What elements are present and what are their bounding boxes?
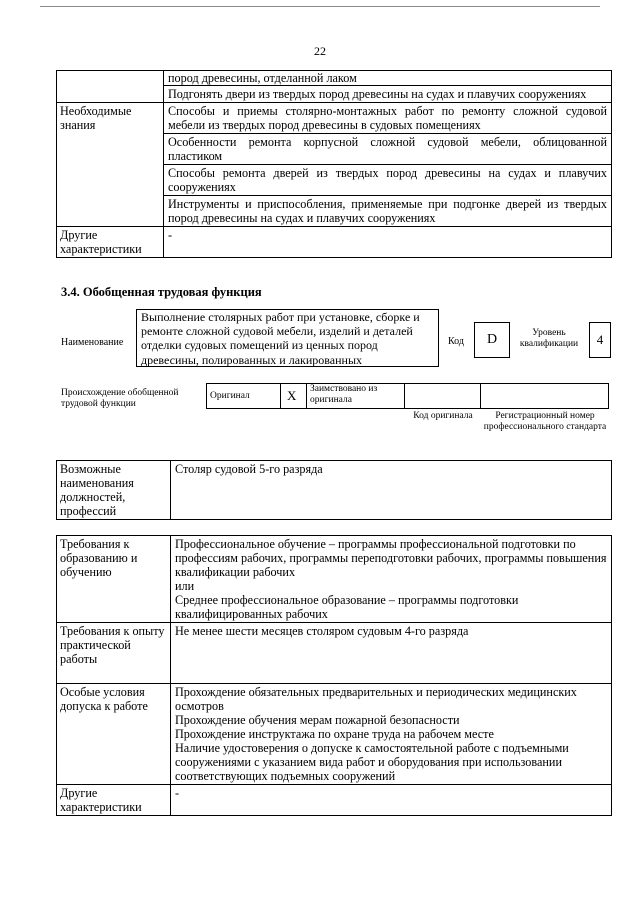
admission-label: Особые условия допуска к работе (57, 684, 171, 785)
function-name: Выполнение столярных работ при установке, сборке и ремонте сложной судовой мебели, изделий и деталей отделки судовых помещений из ценных пород древесины, полированных и лакированных (141, 310, 420, 367)
positions-value: Столяр судовой 5-го разряда (171, 461, 612, 520)
level-box (589, 322, 611, 358)
education-item: или (175, 579, 195, 593)
education-value (171, 536, 612, 623)
top-rule (40, 6, 600, 7)
section-title: 3.4. Обобщенная трудовая функция (61, 285, 262, 299)
origin-divider (404, 383, 405, 409)
education-item: Профессиональное обучение – программы профессиональной подготовки по профессиям рабочих, программы переподготовки рабочих, программы повышения квалификации рабочих (175, 537, 607, 579)
table1-item: Особенности ремонта корпусной сложной судовой мебели, облицованной пластиком (164, 134, 612, 165)
skills-knowledge-table (56, 70, 612, 258)
admission-item: Прохождение обучения мерам пожарной безопасности (175, 713, 460, 727)
origin-divider (280, 383, 281, 409)
page-number: 22 (314, 44, 326, 58)
requirements-table (56, 535, 612, 816)
code-label: Код (448, 336, 464, 347)
function-name-box (136, 309, 439, 367)
code-original-caption: Код оригинала (413, 411, 473, 421)
table1-item: - (164, 227, 612, 258)
origin-divider (306, 383, 307, 409)
positions-label: Возможные наименования должностей, профессий (57, 461, 171, 520)
level-value: 4 (596, 332, 604, 347)
admission-item: Наличие удостоверения о допуске к самостоятельной работе с подъемными сооружениями с указанием вида работ и оборудования при использовании соответствующих подъемных сооружений (175, 741, 569, 783)
table1-label-other: Другие характеристики (57, 227, 164, 258)
table1-label-empty (57, 71, 164, 103)
table1-item: Инструменты и приспособления, применяемые при подгонке дверей из твердых пород древесины на судах и плавучих сооружениях (164, 196, 612, 227)
other-label: Другие характеристики (57, 785, 171, 816)
admission-item: Прохождение инструктажа по охране труда на рабочем месте (175, 727, 494, 741)
origin-row (206, 383, 609, 409)
positions-table (56, 460, 612, 520)
reg-number-caption: Регистрационный номер профессионального стандарта (483, 411, 607, 432)
education-label: Требования к образованию и обучению (57, 536, 171, 623)
code-box (474, 322, 510, 358)
origin-divider (480, 383, 481, 409)
education-item: Среднее профессиональное образование – программы подготовки квалифицированных рабочих (175, 593, 519, 621)
admission-value (171, 684, 612, 785)
table1-item: пород древесины, отделанной лаком (164, 71, 612, 86)
admission-item: Прохождение обязательных предварительных и периодических медицинских осмотров (175, 685, 577, 713)
borrowed-label: Заимствовано из оригинала (310, 384, 378, 405)
level-label: Уровень квалификации (519, 328, 579, 349)
name-label: Наименование (61, 337, 124, 348)
experience-label: Требования к опыту практической работы (57, 623, 171, 684)
table1-label-knowledge: Необходимые знания (57, 103, 164, 227)
other-value: - (171, 785, 612, 816)
experience-value: Не менее шести месяцев столяром судовым 4-го разряда (171, 623, 612, 684)
original-mark: X (287, 388, 297, 403)
code-value: D (486, 332, 498, 347)
original-label: Оригинал (210, 391, 250, 401)
origin-label: Происхождение обобщенной трудовой функции (61, 388, 179, 409)
table1-item: Подгонять двери из твердых пород древесины на судах и плавучих сооружениях (164, 86, 612, 103)
table1-item: Способы и приемы столярно-монтажных работ по ремонту сложной судовой мебели из твердых пород древесины в судовых помещениях (164, 103, 612, 134)
table1-item: Способы ремонта дверей из твердых пород древесины на судах и плавучих сооружениях (164, 165, 612, 196)
